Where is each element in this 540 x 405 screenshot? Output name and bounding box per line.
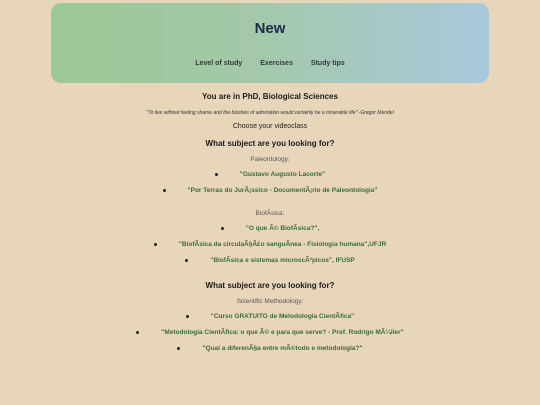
category-paleontology: Paleontology: (250, 156, 290, 163)
link-bio-1[interactable]: "O que Ã© BiofÃsica?", (0, 225, 540, 232)
category-methodology: Scientific Methodology: (236, 298, 304, 305)
subject-question-2: What subject are you looking for? (205, 281, 335, 290)
link-paleo-2[interactable]: "Por Terras do JurÃ¡ssico - DocumentÃ¡rio de Paleontologia" (0, 187, 540, 194)
link-paleo-1[interactable]: "Gustavo Augusto Lacorte" (0, 171, 540, 178)
category-biofisica: BiofÃsica: (255, 210, 285, 217)
nav-level-of-study[interactable]: Level of study (195, 60, 243, 67)
header-banner (51, 3, 489, 83)
link-method-2[interactable]: "Metodologia CientÃfica: o que Ã© e para que serve? - Prof. Rodrigo MÃ¼ller" (0, 329, 540, 336)
link-method-1[interactable]: "Curso GRATUITO de Metodologia CientÃfica" (0, 313, 540, 320)
site-title: New (254, 20, 286, 37)
nav-study-tips[interactable]: Study tips (310, 60, 345, 67)
link-method-3[interactable]: "Qual a diferenÃ§a entre mÃ©todo e metodologia?" (0, 345, 540, 352)
choose-videoclass: Choose your videoclass (232, 123, 308, 130)
link-bio-3[interactable]: "BiofÃsica e sistemas microscÃ³picos", IFUSP (0, 257, 540, 264)
subject-question-1: What subject are you looking for? (205, 139, 335, 148)
link-bio-2[interactable]: "BiofÃsica da circulaÃ§Ã£o sanguÃnea - Fisiologia humana",UFJR (0, 241, 540, 248)
page-heading: You are in PhD, Biological Sciences (202, 92, 338, 101)
nav-exercises[interactable]: Exercises (260, 60, 293, 67)
quote: "To live without feeling shame and the blushes of admiration would certainly be a miserable life" -Gregor Mendel (146, 110, 394, 116)
top-nav (51, 60, 489, 67)
